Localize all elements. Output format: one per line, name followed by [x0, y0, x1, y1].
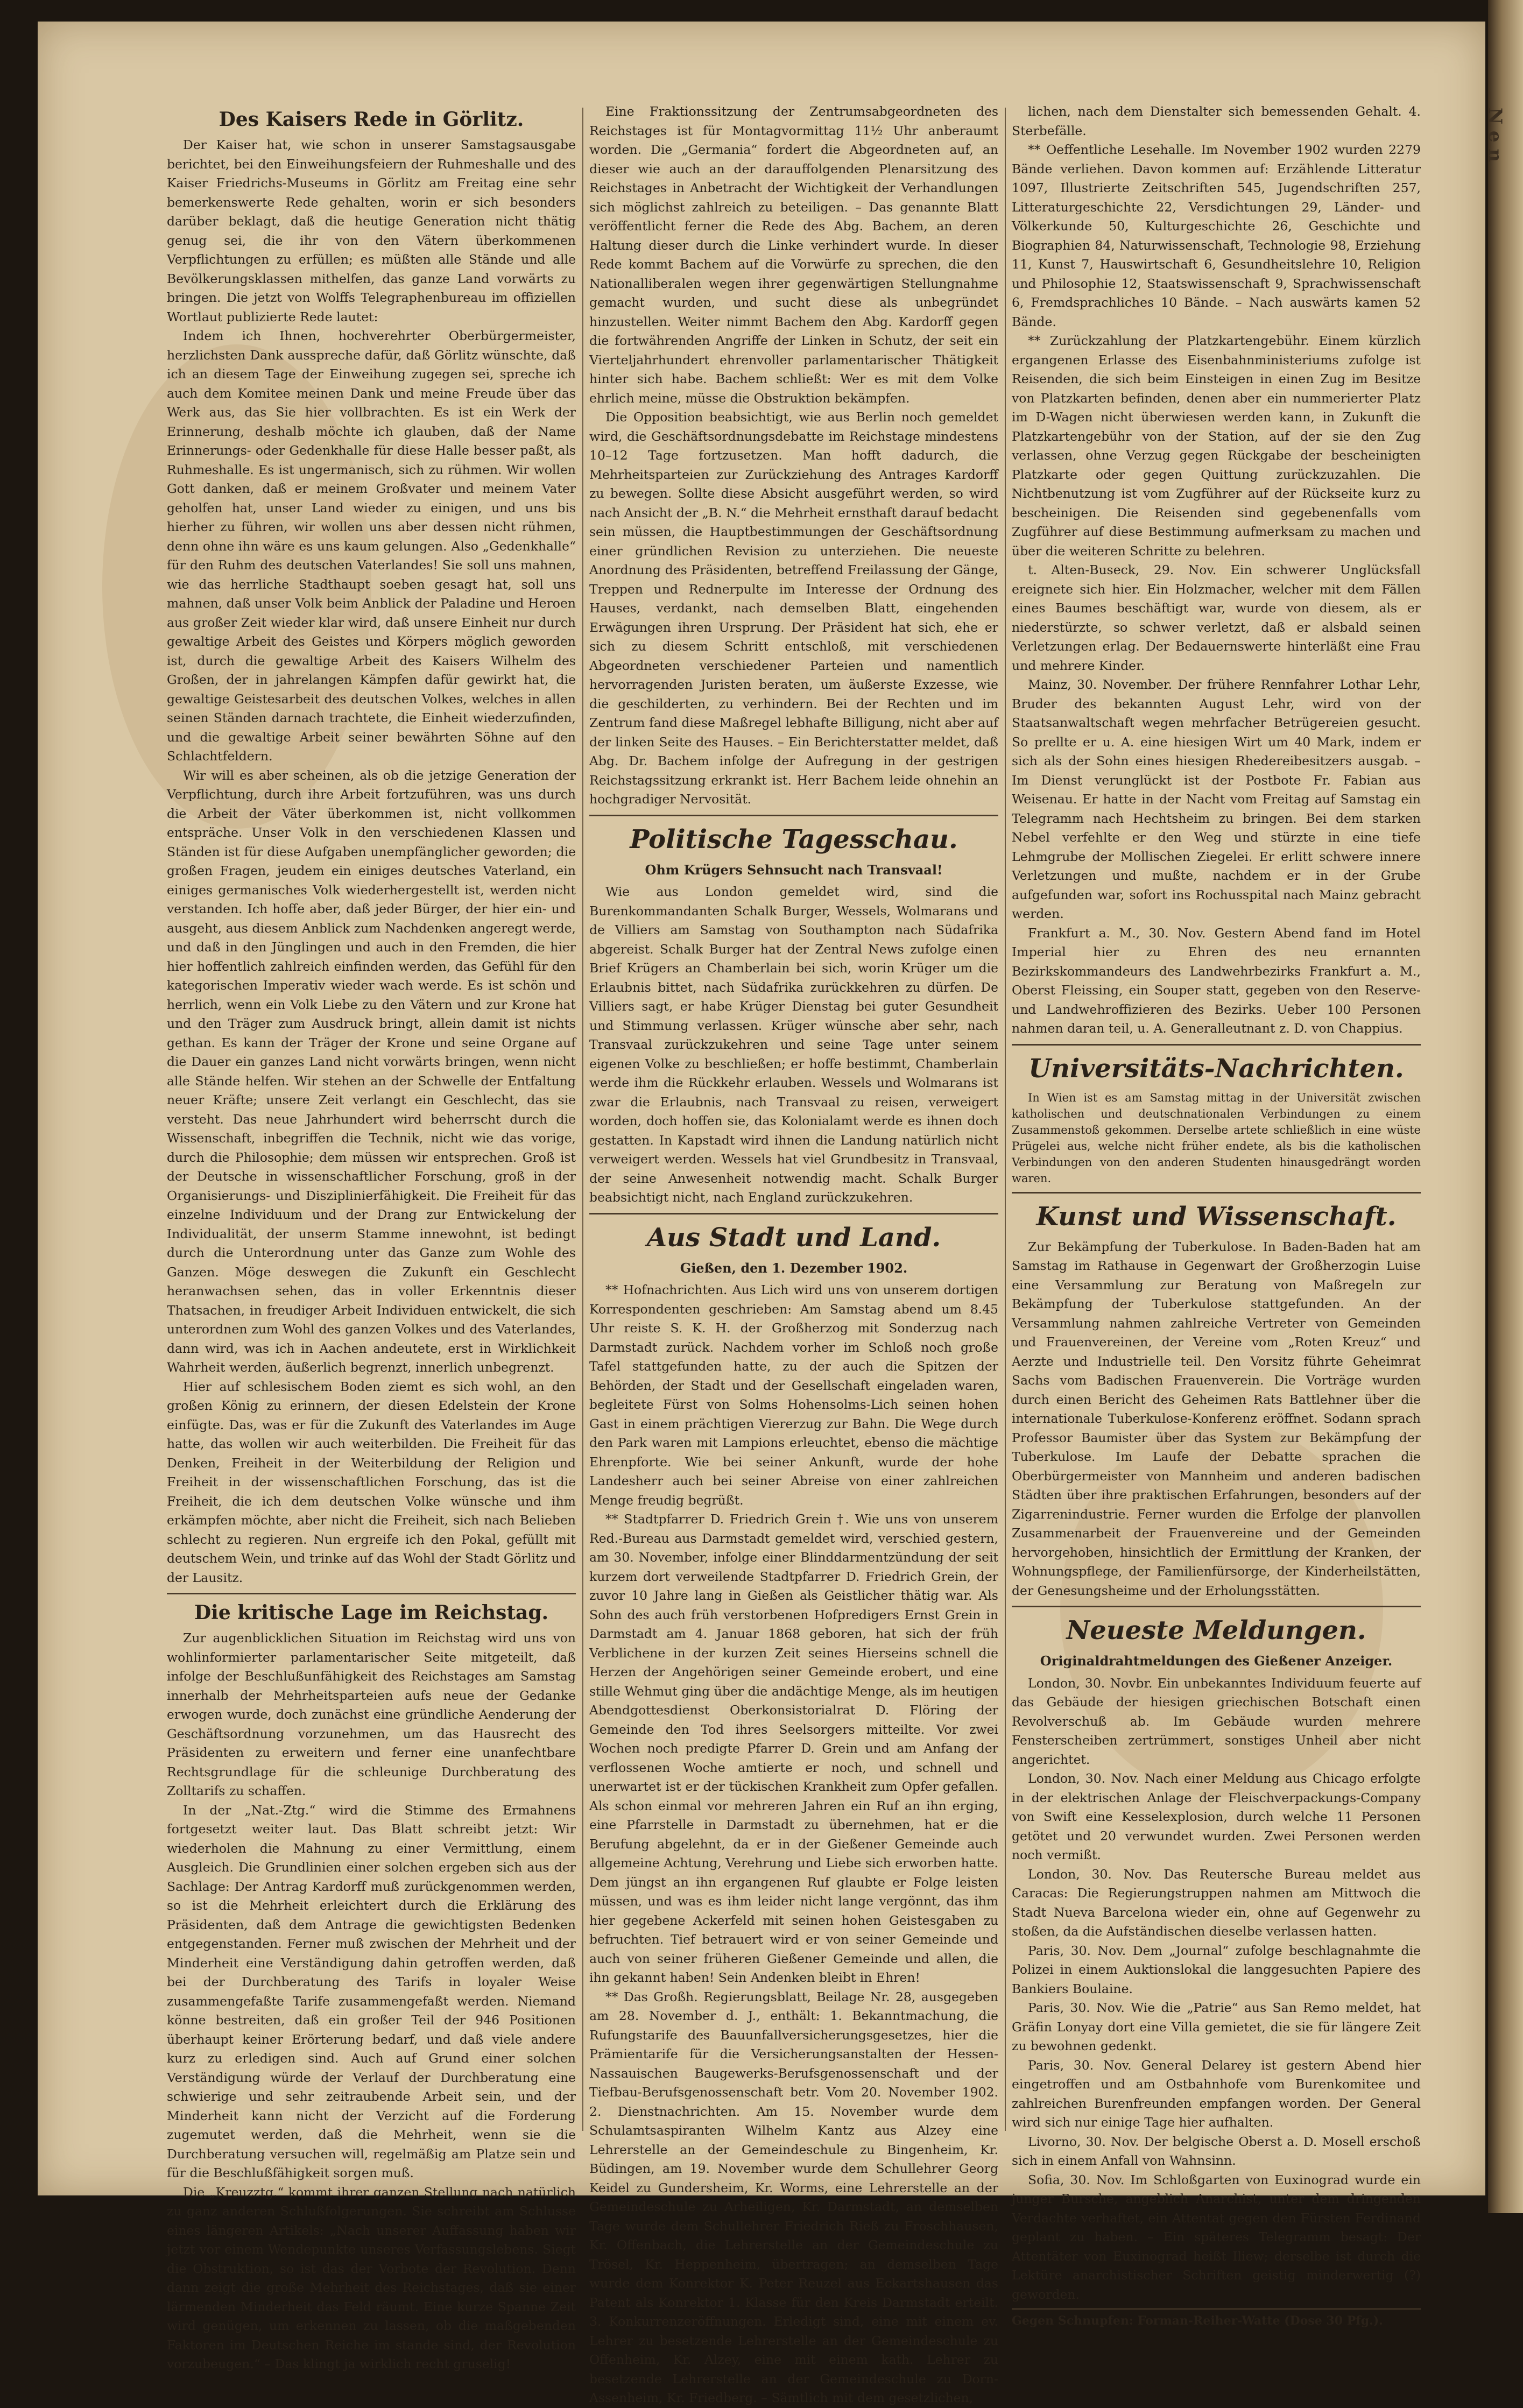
advertisement-line: Gegen Schnupfen: Forman-Reiher-Watte (Dose 30 Pfg.). [1012, 2308, 1421, 2331]
article-paragraph: ** Zurückzahlung der Platzkartengebühr. Einem kürzlich ergangenen Erlasse des Eisenbahnministeriums zufolge ist Reisenden, die sich beim Einsteigen in einen Zug im Besitze von Platzkarten befinden, denen aber ein nummerierter Platz im D-Wagen nicht überwiesen werden kann, in Zukunft die Platzkartengebühr von der Station, auf der sie den Zug verlassen, ohne Verzug gegen Rückgabe der bescheinigten Platzkarte oder gegen Quittung zurückzuzahlen. Die Nichtbenutzung ist vom Zugführer auf der Rückseite kurz zu bescheinigen. Die Reisenden sind gegebenenfalls vom Zugführer auf diese Bestimmung aufmerksam zu machen und über die weiteren Schritte zu belehren. [1012, 333, 1421, 559]
article-paragraph: ** Stadtpfarrer D. Friedrich Grein †. Wie uns von unserem Red.-Bureau aus Darmstadt gemeldet wird, verschied gestern, am 30. November, infolge einer Blinddarmentzündung der seit kurzem dort verweilende Stadtpfarrer D. Friedrich Grein, der zuvor 10 Jahre lang in Gießen als Geistlicher thätig war. Als Sohn des auch früh verstorbenen Hofpredigers Ernst Grein in Darmstadt am 4. Januar 1868 geboren, hat sich der früh Verblichene in der kurzen Zeit seines Hierseins schnell die Herzen der Angehörigen seiner Gemeinde erobert, und eine stille Wehmut ging über die andächtige Menge, als im heutigen Abendgottesdienst Oberkonsistorialrat D. Flöring der Gemeinde den Tod ihres Seelsorgers mitteilte. Vor zwei Wochen noch predigte Pfarrer D. Grein und am Anfang der verflossenen Woche amtierte er noch, und schnell und unerwartet ist er der tückischen Krankheit zum Opfer gefallen. Als schon einmal vor mehreren Jahren ein Ruf an ihn erging, eine Pfarrstelle in Darmstadt zu übernehmen, hat er die Berufung abgelehnt, da er in der Gießener Gemeinde auch allgemeine Achtung, Verehrung und Liebe sich erworben hatte. Dem jüngst an ihn ergangenen Ruf glaubte er Folge leisten müssen, und was es ihm leider nicht lange vergönnt, das ihm hier gegebene Ackerfeld mit seinen hohen Geistesgaben zu befruchten. Tief betrauert wird er von seiner Gemeinde und auch von seiner früheren Gießener Gemeinde und allen, die ihn gekannt haben! Sein Andenken bleibt in Ehren! [589, 1512, 998, 1985]
article-paragraph: Paris, 30. Nov. Dem „Journal“ zufolge beschlagnahmte die Polizei in einem Auktionslokal die langgesuchten Papiere des Bankiers Boulaine. [1012, 1943, 1421, 1996]
section-rule [1012, 1044, 1421, 1046]
article-paragraph: Mainz, 30. November. Der frühere Rennfahrer Lothar Lehr, Bruder des bekannten August Lehr, wird von der Staatsanwaltschaft wegen mehrfacher Betrügereien gesucht. So prellte er u. A. eine hiesigen Wirt um 40 Mark, indem er sich als der Sohn eines hiesigen Rhedereibesitzers ausgab. – Im Dienst verunglückt ist der Postbote Fr. Fabian aus Weisenau. Er hatte in der Nacht vom Freitag auf Samstag ein Telegramm nach Hechtsheim zu bringen. Bei dem starken Nebel verfehlte er den Weg und stürzte in eine tiefe Lehmgrube der Mollischen Ziegelei. Er erlitt schwere innere Verletzungen und mußte, nachdem er in der Grube aufgefunden war, sofort ins Rochusspital nach Mainz gebracht werden. [1012, 677, 1421, 921]
headline-universitaet: Universitäts-Nachrichten. [1028, 1053, 1404, 1084]
article-paragraph: Zur Bekämpfung der Tuberkulose. In Baden-Baden hat am Samstag im Rathause in Gegenwart der Großherzogin Luise eine Versammlung zur Beratung von Maßregeln zur Bekämpfung der Tuberkulose stattgefunden. An der Versammlung nahmen zahlreiche Vertreter von Gemeinden und Frauenvereinen, der Vereine vom „Roten Kreuz“ und Aerzte und Industrielle teil. Den Vorsitz führte Geheimrat Sachs vom Badischen Frauenverein. Die Vorträge wurden durch einen Bericht des Geheimen Rats Battlehner über die internationale Tuberkulose-Konferenz eröffnet. Sodann sprach Professor Baumister über das System zur Bekämpfung der Tuberkulose. Im Laufe der Debatte sprachen die Oberbürgermeister von Mannheim und anderen badischen Städten über ihre praktischen Erfahrungen, besonders auf der Zigarrenindustrie. Ferner wurden die Erfolge der planvollen Zusammenarbeit der Frauenvereine und der Gemeinden hervorgehoben, hinsichtlich der Ermittlung der Kranken, der Wohnungspflege, der Familienfürsorge, der Kinderheilstätten, der Genesungsheime und der Erholungsstätten. [1012, 1239, 1421, 1598]
article-paragraph: Indem ich Ihnen, hochverehrter Oberbürgermeister, herzlichsten Dank ausspreche dafür, daß Görlitz wünschte, daß ich an diesem Tage der Einweihung zugegen sei, spreche ich auch dem Komitee meinen Dank und meine Freude über das Werk aus, das Sie hier vollbrachten. Es ist ein Werk der Erinnerung, deshalb möchte ich glauben, daß der Name Erinnerungs- oder Gedenkhalle für diese Halle besser paßt, als Ruhmeshalle. Es ist ungermanisch, sich zu rühmen. Wir wollen Gott danken, daß er meinem Großvater und meinem Vater geholfen hat, unser Land wieder zu einigen, und uns bis hierher zu führen, wir wollen uns aber dessen nicht rühmen, denn ohne ihn wäre es uns kaum gelungen. Also „Gedenkhalle“ für den Ruhm des deutschen Vaterlandes! Sie soll uns mahnen, wie das herrliche Stadthaupt soeben gesagt hat, soll uns mahnen, daß unser Volk beim Anblick der Paladine und Heroen aus großer Zeit wieder klar wird, daß unsere Einheit nur durch gewaltige Arbeit des Geistes und Körpers möglich geworden ist, durch die gewaltige Arbeit des Kaisers Wilhelm des Großen, der in jahrelangen Kämpfen dafür gewirkt hat, die gewaltige Geistesarbeit des deutschen Volkes, welches in allen seinen Ständen darnach trachtete, die Einheit wiederzufinden, und die gewaltige Arbeit seiner bewährten Söhne auf den Schlachtfeldern. [167, 328, 576, 764]
article-paragraph: Wir will es aber scheinen, als ob die jetzige Generation der Verpflichtung, durch ihre Arbeit fortzuführen, was uns durch die Arbeit der Väter überkommen ist, nicht vollkommen entspräche. Unser Volk in den verschiedenen Klassen und Ständen ist für diese Aufgaben unempfänglicher geworden; die großen Fragen, jeudem ein einiges deutsches Vaterland, ein einiges germanisches Volk wiederhergestellt ist, werden nicht verstanden. Ich hoffe aber, daß jeder Bürger, der hier ein- und ausgeht, aus diesem Anblick zum Nachdenken angeregt werde, und daß in den Jünglingen und auch in den Fremden, die hier hier hoffentlich zahlreich einfinden werden, das Gefühl für den kategorischen Imperativ wieder wach werde. Es ist schön und herrlich, wenn ein Volk Liebe zu den Vätern und zur Krone hat und den Träger zum Ausdruck bringt, allein damit ist nichts gethan. Es kann der Träger der Krone und seine Organe auf die Dauer ein ganzes Land nicht vorwärts bringen, wenn nicht alle Stände helfen. Wir stehen an der Schwelle der Entfaltung neuer Kräfte; unsere Zeit verlangt ein Geschlecht, das sie versteht. Das neue Jahrhundert wird beherrscht durch die Wissenschaft, inbegriffen die Technik, nicht wie das vorige, durch die Philosophie; dem müssen wir entsprechen. Groß ist der Deutsche in wissenschaftlicher Forschung, groß in der Organisierungs- und Disziplinierfähigkeit. Die Freiheit für das einzelne Individuum und der Drang zur Entwickelung der Individualität, der unserm Stamme innewohnt, ist bedingt durch die Unterordnung unter das Ganze zum Wohle des Ganzen. Möge deswegen die Zukunft ein Geschlecht heranwachsen sehen, das in voller Erkenntnis dieser Thatsachen, in freudiger Arbeit Individuen entwickelt, die sich unterordnen zum Wohl des ganzen Volkes und des Vaterlandes, dann wird, was ich in Aachen andeutete, erst in Wirklichkeit Wahrheit werden, äußerlich begrenzt, innerlich unbegrenzt. [167, 767, 576, 1375]
article-paragraph: lichen, nach dem Dienstalter sich bemessenden Gehalt. 4. Sterbefälle. [1012, 104, 1421, 138]
article-paragraph: Die „Kreuzztg.“ kommt ihrer ganzen Stellung nach natürlich zu ganz anderen Schlußfolgerungen. Sie schreibt am Schlusse eines längeren Artikels: „Nach unserer Auffassung haben wir jetzt vor einem Wendepunkte unseres Verfassungslebens. Siegt die Obstruktion, so ist das der Vorbote der Revolution. Denn dann zeigt die große Mehrheit des Reichstages, daß sie einer lärmenden Minderheit das Feld räumt. Eine kurze Spanne Zeit wird genügen, um erkennen zu lassen, ob die maßgebenden Faktoren im Deutschen Reiche im stande sind, der Revolution vorzubeugen.“ – Das klingt ja wirklich recht gruselig! [167, 2184, 576, 2371]
article-paragraph: Zur augenblicklichen Situation im Reichstag wird uns von wohlinformierter parlamentarischer Seite mitgeteilt, daß infolge der Beschlußunfähigkeit des Reichstages am Samstag innerhalb der Mehrheitsparteien aufs neue der Gedanke erwogen wurde, doch zunächst eine gründliche Aenderung der Geschäftsordnung vorzunehmen, um das Hausrecht des Präsidenten zu erweitern und ferner eine unanfechtbare Rechtsgrundlage für die schleunige Durchberatung des Zolltarifs zu schaffen. [167, 1630, 576, 1798]
article-paragraph: t. Alten-Buseck, 29. Nov. Ein schwerer Unglücksfall ereignete sich hier. Ein Holzmacher, welcher mit dem Fällen eines Baumes beschäftigt war, wurde von diesem, als er niederstürzte, so schwer verletzt, daß er alsbald seinen Verletzungen erlag. Der Bedauernswerte hinterläßt eine Frau und mehrere Kinder. [1012, 562, 1421, 673]
section-rule [167, 1593, 576, 1594]
section-rule [1012, 1606, 1421, 1607]
headline-kaiser-rede: Des Kaisers Rede in Görlitz. [218, 108, 524, 131]
article-paragraph: Paris, 30. Nov. Wie die „Patrie“ aus San Remo meldet, hat Gräfin Lonyay dort eine Villa gemietet, die sie für längere Zeit zu bewohnen gedenkt. [1012, 2000, 1421, 2053]
article-paragraph: Sofia, 30. Nov. Im Schloßgarten von Euxinograd wurde ein junger Bursche, angeblich Anarchist, unter dem dringenden Verdachte verhaftet, ein Attentat gegen den Fürsten Ferdinand geplant zu haben. – Ein späteres Telegramm besagt: Der Attentäter von Euxinograd heißt Iliew; derselbe ist durch die Lektüre anarchistischer Schriften geistig minderwertig (?) geworden. [1012, 2172, 1421, 2302]
subheadline-kruger: Ohm Krügers Sehnsucht nach Transvaal! [645, 861, 943, 878]
article-paragraph: In der „Nat.-Ztg.“ wird die Stimme des Ermahnens fortgesetzt weiter laut. Das Blatt schreibt jetzt: Wir wiederholen die Mahnung zu einer Vermittlung, einem Ausgleich. Die Grundlinien einer solchen ergeben sich aus der Sachlage: Der Antrag Kardorff muß zurückgenommen werden, so ist die Mehrheit erleichtert durch die Erklärung des Präsidenten, daß dem Antrage die gewichtigsten Bedenken entgegenstanden. Ferner muß zwischen der Mehrheit und der Minderheit eine Verständigung dahin getroffen werden, daß bei der Durchberatung des Tarifs in loyaler Weise zusammengefaßte Tarife zusammengefaßt werden. Niemand könne bestreiten, daß ein großer Teil der 946 Positionen überhaupt keiner Erörterung bedarf, und daß viele andere kurz zu erledigen sind. Auch auf Grund einer solchen Verständigung würde der Verlauf der Durchberatung eine schwierige und sehr zeitraubende Arbeit sein, und der Minderheit kann nicht der Verzicht auf die Forderung zugemutet werden, daß die Mehrheit, wenn sie die Durchberatung versuchen will, regelmäßig am Platze sein und für die Beschlußfähigkeit sorgen muß. [167, 1802, 576, 2180]
article-paragraph: ** Das Großh. Regierungsblatt, Beilage Nr. 28, ausgegeben am 28. November d. J., enthält: 1. Bekanntmachung, die Rufungstarife des Bauunfallversicherungsgesetzes, hier die Prämientarife für die Versicherungsanstalten der Hessen-Nassauischen Baugewerks-Berufsgenossenschaft und der Tiefbau-Berufsgenossenschaft betr. Vom 20. November 1902. 2. Dienstnachrichten. Am 15. November wurde dem Schulamtsaspiranten Wilhelm Kantz aus Alzey eine Lehrerstelle an der Gemeindeschule zu Bingenheim, Kr. Büdingen, am 19. November wurde dem Schullehrer Georg Keidel zu Gundersheim, Kr. Worms, eine Lehrerstelle an der Gemeindeschule zu Arheiligen, Kr. Darmstadt, an demselben Tage wurde dem Schullehrer Friedrich Rieß zu Froschhausen, Kr. Offenbach, die Lehrerstelle an der Gemeindeschule zu Trösel, Kr. Heppenheim, übertragen; an demselben Tage wurde dem Konrektor K. Peter Reuzel aus Eckartshausen das Patent als Konrektor 1. Klasse für den Kreis Darmstadt erteilt. 3. Konkurrenzeröffnungen. Erledigt sind, eine mit einem ev. Lehrer zu besetzende Lehrerstelle an der Gemeindeschule zu Offenheim, Kr. Alzey, eine mit einem kath. Lehrer zu besetzende Lehrerstelle an der Gemeindeschule zu Dorn-Assenheim, Kr. Friedberg. – Sämtlich mit dem gesetzlichen, [589, 1989, 998, 2405]
article-paragraph: In Wien ist es am Samstag mittag in der Universität zwischen katholischen und deutschnationalen Verbindungen zu einem Zusammenstoß gekommen. Derselbe artete schließlich in eine wüste Prügelei aus, welche nicht früher endete, als bis die katholischen Verbindungen von den anderen Studenten hinausgedrängt worden waren. [1012, 1091, 1421, 1185]
article-paragraph: Eine Fraktionssitzung der Zentrumsabgeordneten des Reichstages ist für Montagvormittag 11½ Uhr anberaumt worden. Die „Germania“ fordert die Abgeordneten auf, an dieser wie auch an der darauffolgenden Plenarsitzung des Reichstages in Anbetracht der Wichtigkeit der Verhandlungen sich möglichst zahlreich zu beteiligen. – Das genannte Blatt veröffentlicht ferner die Rede des Abg. Bachem, an deren Haltung dieser durch die Linke verhindert wurde. In dieser Rede kommt Bachem auf die Vorwürfe zu sprechen, die den Nationalliberalen wegen ihrer gegenwärtigen Stellungnahme gemacht wurden, und sucht diese als unbegründet hinzustellen. Weiter nimmt Bachem den Abg. Kardorff gegen die fortwährenden Angriffe der Linken in Schutz, der seit ein Vierteljahrhundert ehrenvoller parlamentarischer Thätigkeit hinter sich habe. Bachem schließt: Wer es mit dem Volke ehrlich meine, müsse die Obstruktion bekämpfen. [589, 104, 998, 406]
article-paragraph: London, 30. Nov. Das Reutersche Bureau meldet aus Caracas: Die Regierungstruppen nahmen am Mittwoch die Stadt Nueva Barcelona wieder ein, ohne auf Gegenwehr zu stoßen, da die Aufständischen dieselbe verlassen hatten. [1012, 1866, 1421, 1939]
adjacent-page-text: N e n [1484, 108, 1506, 163]
article-paragraph: Frankfurt a. M., 30. Nov. Gestern Abend fand im Hotel Imperial hier zu Ehren des neu ernannten Bezirkskommandeurs des Landwehrbezirks Frankfurt a. M., Oberst Fleissing, ein Souper statt, gegeben von den Reserve- und Landwehroffizieren des Bezirks. Ueber 100 Personen nahmen daran teil, u. A. Generalleutnant z. D. von Chappius. [1012, 925, 1421, 1036]
section-rule [589, 815, 998, 816]
article-paragraph: London, 30. Nov. Nach einer Meldung aus Chicago erfolgte in der elektrischen Anlage der Fleischverpackungs-Company von Swift eine Kesselexplosion, durch welche 11 Personen getötet und 20 verwundet wurden. Zwei Personen werden noch vermißt. [1012, 1771, 1421, 1862]
headline-meldungen: Neueste Meldungen. [1066, 1615, 1366, 1646]
article-paragraph: Die Opposition beabsichtigt, wie aus Berlin noch gemeldet wird, die Geschäftsordnungsdebatte im Reichstage mindestens 10–12 Tage fortzusetzen. Man hofft dadurch, die Mehrheitsparteien zur Zurückziehung des Antrages Kardorff zu bewegen. Sollte diese Absicht ausgeführt werden, so wird nach Ansicht der „B. N.“ die Mehrheit ernsthaft darauf bedacht sein müssen, die Hauptbestimmungen der Geschäftsordnung einer gründlichen Revision zu unterziehen. Die neueste Anordnung des Präsidenten, betreffend Freilassung der Gänge, Treppen und Rednerpulte im Interesse der Ordnung des Hauses, verdankt, nach demselben Blatt, eingehenden Erwägungen ihren Ursprung. Der Präsident hat sich, ehe er sich zu diesem Schritt entschloß, mit verschiedenen Abgeordneten verschiedener Parteien und namentlich hervorragenden Juristen beraten, um äußerste Exzesse, wie die geschilderten, zu verhindern. Bei der Rechten und im Zentrum fand diese Maßregel lebhafte Billigung, nicht aber auf der linken Seite des Hauses. – Ein Berichterstatter meldet, daß Abg. Dr. Bachem infolge der Aufregung in der gestrigen Reichstagssitzung erkrankt ist. Herr Bachem leide ohnehin an hochgradiger Nervosität. [589, 409, 998, 807]
article-paragraph: Paris, 30. Nov. General Delarey ist gestern Abend hier eingetroffen und am Ostbahnhofe vom Burenkomitee und zahlreichen Burenfreunden empfangen worden. Der General wird sich nur einige Tage hier aufhalten. [1012, 2057, 1421, 2130]
headline-reichstag: Die kritische Lage im Reichstag. [194, 1601, 549, 1624]
article-paragraph: ** Oeffentliche Lesehalle. Im November 1902 wurden 2279 Bände verliehen. Davon kommen auf: Erzählende Litteratur 1097, Illustrierte Zeitschriften 545, Jugendschriften 257, Litteraturgeschichte 22, Versdichtungen 29, Länder- und Völkerkunde 50, Kulturgeschichte 26, Geschichte und Biographien 84, Naturwissenschaft, Technologie 98, Erziehung 11, Kunst 7, Hauswirtschaft 6, Gesundheitslehre 10, Religion und Philosophie 12, Staatswissenschaft 9, Sprachwissenschaft 6, Fremdsprachliches 10 Bände. – Nach auswärts kamen 52 Bände. [1012, 142, 1421, 329]
subheadline-drahtmeldungen: Originaldrahtmeldungen des Gießener Anzeiger. [1040, 1653, 1393, 1669]
column-2 [589, 102, 998, 2405]
article-paragraph: Hier auf schlesischem Boden ziemt es sich wohl, an den großen König zu erinnern, der diesen Edelstein der Krone einfügte. Das, was er für die Zukunft des Vaterlandes im Auge hatte, das wollen wir auch weiterbilden. Die Freiheit für das Denken, Freiheit in der Weiterbildung der Religion und Freiheit in der wissenschaftlichen Forschung, das ist die Freiheit, die ich dem deutschen Volke wünsche und ihm erkämpfen möchte, aber nicht die Freiheit, sich nach Belieben schlecht zu regieren. Nun ergreife ich den Pokal, gefüllt mit deutschem Wein, und trinke auf das Wohl der Stadt Görlitz und der Lausitz. [167, 1379, 576, 1585]
column-divider [582, 108, 583, 2131]
headline-stadt-land: Aus Stadt und Land. [646, 1222, 941, 1253]
column-divider [1005, 108, 1006, 2131]
headline-kunst: Kunst und Wissenschaft. [1036, 1201, 1397, 1232]
article-paragraph: Der Kaiser hat, wie schon in unserer Samstagsausgabe berichtet, bei den Einweihungsfeiern der Ruhmeshalle und des Kaiser Friedrichs-Museums in Görlitz am Freitag eine sehr bemerkenswerte Rede gehalten, worin er sich besonders darüber beklagt, daß die heutige Generation nicht thätig genug sei, die ihr von den Vätern überkommenen Verpflichtungen zu erfüllen; es müßten alle Stände und alle Bevölkerungsklassen mithelfen, das ganze Land vorwärts zu bringen. Die jetzt von Wolffs Telegraphenbureau im offiziellen Wortlaut publizierte Rede lautet: [167, 137, 576, 324]
dateline: Gießen, den 1. Dezember 1902. [680, 1260, 908, 1276]
article-paragraph: Livorno, 30. Nov. Der belgische Oberst a. D. Mosell erschoß sich in einem Anfall von Wahnsinn. [1012, 2134, 1421, 2168]
section-rule [1012, 1192, 1421, 1194]
section-rule [589, 1213, 998, 1214]
headline-tagesschau: Politische Tagesschau. [630, 824, 958, 855]
book-gutter [1484, 0, 1523, 2213]
article-paragraph: London, 30. Novbr. Ein unbekanntes Individuum feuerte auf das Gebäude der hiesigen griechischen Botschaft einen Revolverschuß ab. Im Gebäude wurden mehrere Fensterscheiben zertrümmert, sonstiges Unheil aber nicht angerichtet. [1012, 1675, 1421, 1767]
column-3 [1012, 102, 1421, 2328]
article-paragraph: Wie aus London gemeldet wird, sind die Burenkommandanten Schalk Burger, Wessels, Wolmarans und de Villiers am Samstag von Southampton nach Südafrika abgereist. Schalk Burger hat der Zentral News zufolge einen Brief Krügers an Chamberlain bei sich, worin Krüger um die Erlaubnis bittet, nach Südafrika zurückkehren zu dürfen. De Villiers sagt, er habe Krüger Dienstag bei guter Gesundheit und Stimmung verlassen. Krüger wünsche aber sehr, nach Transvaal zurückzukehren und seine Tage unter seinem eigenen Volke zu beschließen; er hoffe bestimmt, Chamberlain werde ihm die Rückkehr erlauben. Wessels und Wolmarans ist zwar die Erlaubnis, nach Transvaal zu reisen, verweigert worden, doch hoffen sie, das Kolonialamt werde es ihnen doch gestatten. In Kapstadt wird ihnen die Landung natürlich nicht verweigert werden. Wessels hat viel Grundbesitz in Transvaal, der seine Anwesenheit notwendig macht. Schalk Burger beabsichtigt nicht, nach England zurückzukehren. [589, 884, 998, 1205]
column-1 [167, 102, 576, 2371]
article-paragraph: ** Hofnachrichten. Aus Lich wird uns von unserem dortigen Korrespondenten geschrieben: Am Samstag abend um 8.45 Uhr reiste S. K. H. der Großherzog mit Sonderzug nach Darmstadt zurück. Nachdem vorher im Schloß noch große Tafel stattgefunden hatte, zu der auch die Spitzen der Behörden, der Stadt und der Gesellschaft eingeladen waren, begleitete Fürst von Solms Hohensolms-Lich seinen hohen Gast in einem prächtigen Viererzug zur Bahn. Die Wege durch den Park waren mit Lampions erleuchtet, ebenso die mächtige Ehrenpforte. Wie bei seiner Ankunft, wurde der hohe Landesherr auch bei seiner Abreise von einer zahlreichen Menge freudig begrüßt. [589, 1282, 998, 1508]
